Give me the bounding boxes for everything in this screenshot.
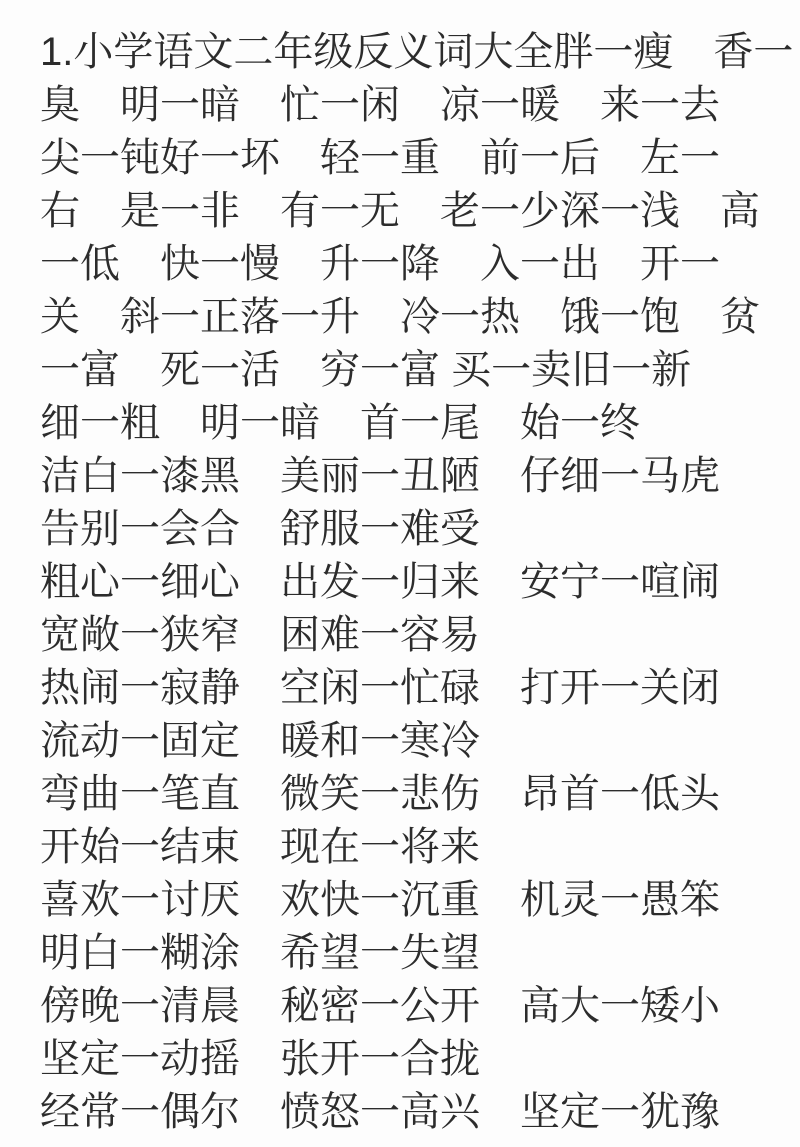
- text-line: 关 斜一正落一升 冷一热 饿一饱 贫: [40, 295, 760, 339]
- text-line: 热闹一寂静 空闲一忙碌 打开一关闭: [40, 666, 720, 710]
- text-line: 经常一偶尔 愤怒一高兴 坚定一犹豫: [40, 1090, 720, 1134]
- text-line: 一富 死一活 穷一富 买一卖旧一新: [40, 348, 692, 392]
- text-line: 右 是一非 有一无 老一少深一浅 高: [40, 189, 760, 233]
- text-line: 洁白一漆黑 美丽一丑陋 仔细一马虎: [40, 454, 720, 498]
- text-line: 宽敞一狭窄 困难一容易: [40, 613, 480, 657]
- text-line: 喜欢一讨厌 欢快一沉重 机灵一愚笨: [40, 878, 720, 922]
- text-line: 告别一会合 舒服一难受: [40, 507, 480, 551]
- title-line: 1.小学语文二年级反义词大全胖一瘦 香一: [40, 30, 794, 74]
- text-line: 粗心一细心 出发一归来 安宁一喧闹: [40, 560, 720, 604]
- text-line: 尖一钝好一坏 轻一重 前一后 左一: [40, 136, 720, 180]
- text-line: 弯曲一笔直 微笑一悲伤 昂首一低头: [40, 772, 720, 816]
- text-line: 一低 快一慢 升一降 入一出 开一: [40, 242, 720, 286]
- text-line: 流动一固定 暖和一寒冷: [40, 719, 480, 763]
- text-line: 臭 明一暗 忙一闲 凉一暖 来一去: [40, 83, 720, 127]
- text-line: 傍晚一清晨 秘密一公开 高大一矮小: [40, 984, 720, 1028]
- text-line: 明白一糊涂 希望一失望: [40, 931, 480, 975]
- text-line: 开始一结束 现在一将来: [40, 825, 480, 869]
- text-line: 坚定一动摇 张开一合拢: [40, 1037, 480, 1081]
- text-line: 细一粗 明一暗 首一尾 始一终: [40, 401, 640, 445]
